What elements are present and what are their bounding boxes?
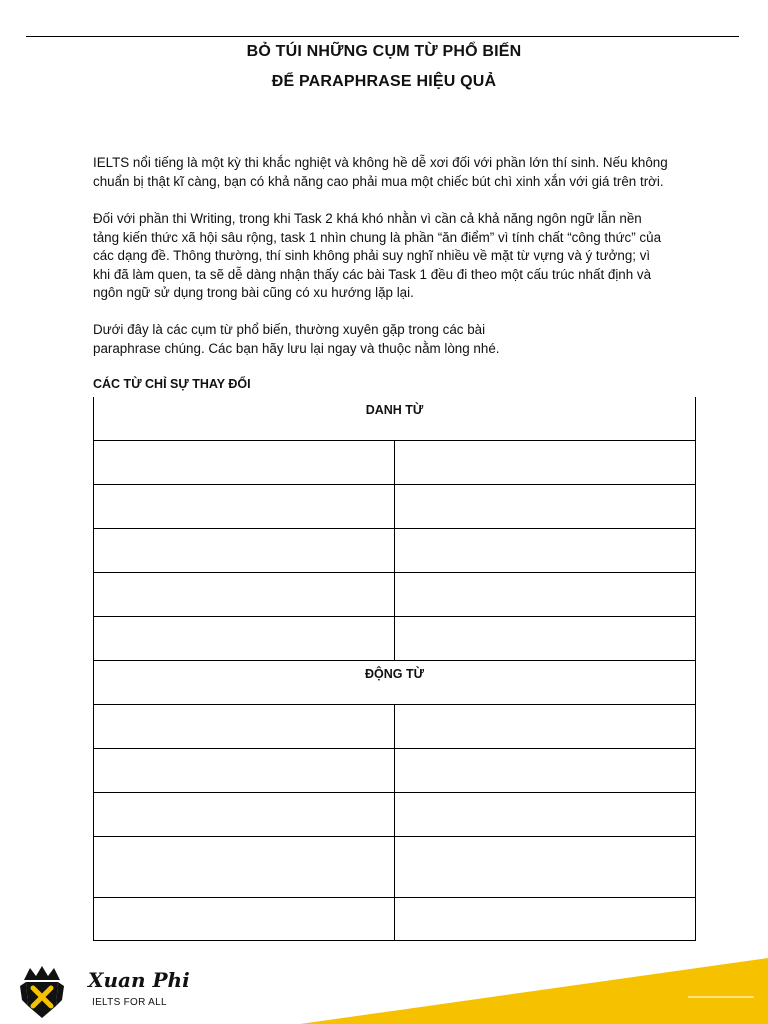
table-cell — [395, 897, 696, 940]
brand-tagline: IELTS FOR ALL — [92, 997, 167, 1008]
text-line: ngôn ngữ sử dụng trong bài cũng có xu hướng lặp lại. — [93, 285, 414, 300]
table-row — [94, 836, 696, 897]
table-row — [94, 792, 696, 836]
crest-icon — [20, 966, 64, 1018]
table-cell — [395, 836, 696, 897]
intro-paragraph-2 — [93, 210, 713, 303]
section-heading: CÁC TỪ CHỈ SỰ THAY ĐỔI — [93, 377, 251, 391]
text-line: IELTS nổi tiếng là một kỳ thi khắc nghiệt và không hề dễ xơi đối với phần lớn thí sinh. Nếu không — [93, 155, 668, 170]
intro-paragraph-1 — [93, 154, 713, 191]
table-row — [94, 572, 696, 616]
table-cell — [94, 792, 395, 836]
table-cell — [395, 572, 696, 616]
table-cell — [94, 704, 395, 748]
top-divider — [26, 36, 739, 37]
page-title-line-1: BỎ TÚI NHỮNG CỤM TỪ PHỔ BIẾN — [246, 43, 522, 60]
brand-name: Xuan Phi — [88, 968, 190, 992]
table-row — [94, 748, 696, 792]
table-row — [94, 484, 696, 528]
table-cell — [395, 484, 696, 528]
intro-paragraph-3 — [93, 321, 713, 358]
table-cell — [94, 897, 395, 940]
text-line: các dạng đề. Thông thường, thí sinh không phải suy nghĩ nhiều về mặt từ vựng và ý tưởng; vì — [93, 248, 651, 263]
table-cell — [94, 440, 395, 484]
text-line: tảng kiến thức xã hội sâu rộng, task 1 nhìn chung là phần “ăn điểm” vì tính chất “công thức” của — [93, 229, 662, 245]
table-row — [94, 440, 696, 484]
table-cell — [395, 616, 696, 660]
table-row — [94, 616, 696, 660]
text-line: Dưới đây là các cụm từ phổ biến, thường xuyên gặp trong các bài — [93, 322, 486, 337]
table-cell — [395, 440, 696, 484]
text-line: chuẩn bị thật kĩ càng, bạn có khả năng cao phải mua một chiếc bút chì xinh xắn với giá trên trời. — [93, 173, 664, 189]
vocabulary-table — [93, 397, 696, 941]
table-cell — [94, 616, 395, 660]
text-line: Đối với phần thi Writing, trong khi Task 2 khá khó nhằn vì cần cả khả năng ngôn ngữ lẫn nền — [93, 211, 642, 226]
table-cell — [395, 528, 696, 572]
table-row — [94, 897, 696, 940]
table-cell — [395, 704, 696, 748]
noun-header: DANH TỪ — [94, 397, 696, 440]
table-cell — [395, 748, 696, 792]
table-cell — [395, 792, 696, 836]
table-row — [94, 704, 696, 748]
table-row — [94, 528, 696, 572]
table-cell — [94, 484, 395, 528]
table-cell — [94, 748, 395, 792]
text-line: khi đã làm quen, ta sẽ dễ dàng nhận thấy các bài Task 1 đều đi theo một cấu trúc nhất định và — [93, 266, 652, 282]
page-title-line-2: ĐỂ PARAPHRASE HIỆU QUẢ — [271, 73, 497, 90]
table-cell — [94, 572, 395, 616]
table-cell — [94, 836, 395, 897]
table-cell — [94, 528, 395, 572]
text-line: paraphrase chúng. Các bạn hãy lưu lại ngay và thuộc nằm lòng nhé. — [93, 340, 500, 356]
footer-accent-shape — [300, 958, 768, 1024]
verb-header: ĐỘNG TỪ — [94, 660, 696, 704]
